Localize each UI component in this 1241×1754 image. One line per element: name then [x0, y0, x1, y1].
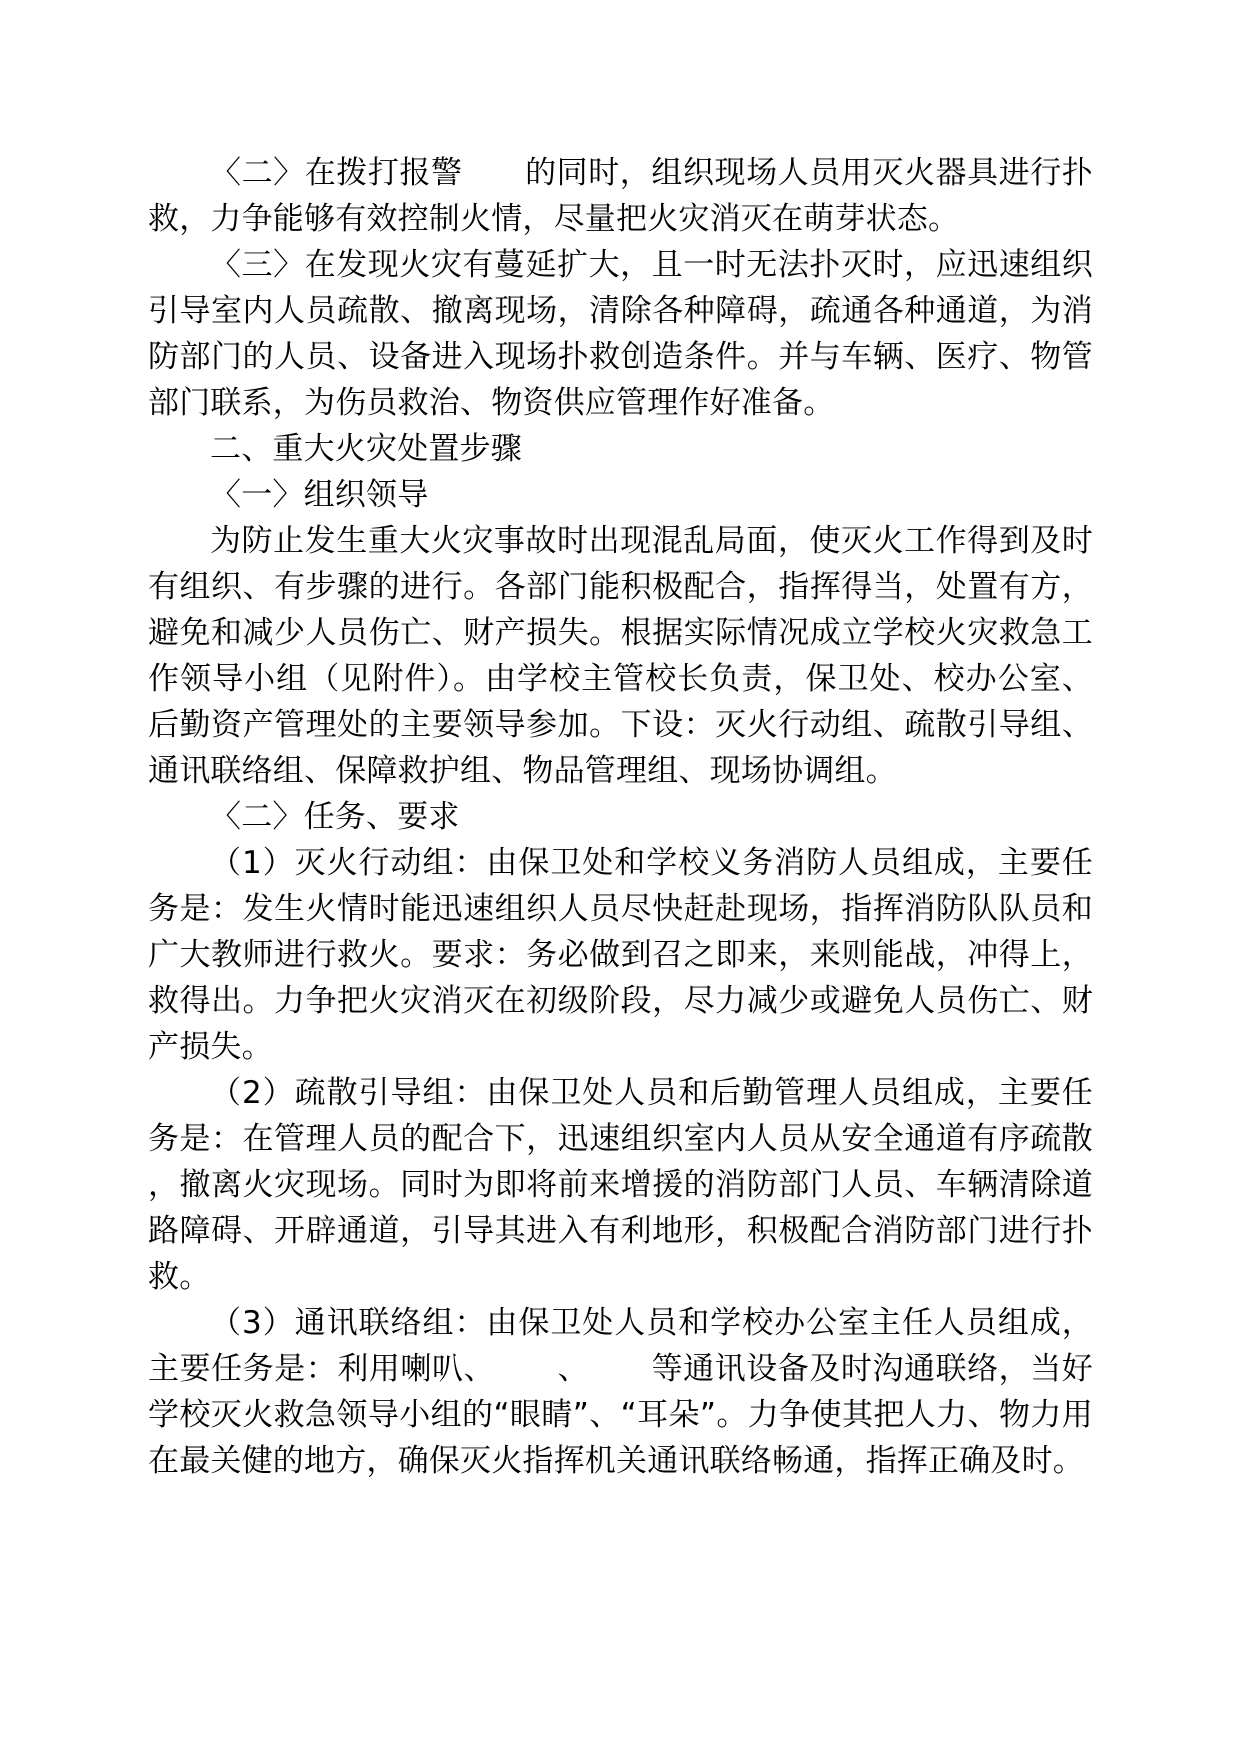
section-heading-major-fire: 二、重大火灾处置步骤	[210, 431, 522, 467]
paragraph-firefighting-group: （1）灭火行动组：由保卫处和学校义务消防人员组成，主要任务是：发生火情时能迅速组织人员尽快赶赴现场，指挥消防队队员和广大教师进行救火。要求：务必做到召之即来，来则能战，冲得上，救得出。力争把火灾消灭在初级阶段，尽力减少或避免人员伤亡、财产损失。	[148, 845, 1093, 1065]
paragraph-evacuation-group: （2）疏散引导组：由保卫处人员和后勤管理人员组成，主要任务是：在管理人员的配合下，迅速组织室内人员从安全通道有序疏散，撤离火灾现场。同时为即将前来增援的消防部门人员、车辆清除道路障碍、开辟通道，引导其进入有利地形，积极配合消防部门进行扑救。	[148, 1075, 1093, 1295]
paragraph-evacuation: 〈三〉在发现火灾有蔓延扩大，且一时无法扑灭时，应迅速组织引导室内人员疏散、撤离现场，清除各种障碍，疏通各种通道，为消防部门的人员、设备进入现场扑救创造条件。并与车辆、医疗、物管部门联系，为伤员救治、物资供应管理作好准备。	[148, 247, 1093, 421]
paragraph-communication-group: （3）通讯联络组：由保卫处人员和学校办公室主任人员组成，主要任务是：利用喇叭、 、 等通讯设备及时沟通联络，当好学校灭火救急领导小组的“眼睛”、“耳朵”。力争使其把人力、物力用在最关健的地方，确保灭火指挥机关通讯联络畅通，指挥正确及时。	[148, 1305, 1093, 1479]
subsection-heading-organization: 〈一〉组织领导	[210, 477, 429, 513]
paragraph-fire-fighting: 〈二〉在拨打报警 的同时，组织现场人员用灭火器具进行扑救，力争能够有效控制火情，尽量把火灾消灭在萌芽状态。	[148, 155, 1093, 237]
document-page	[148, 150, 1093, 1484]
subsection-heading-tasks: 〈二〉任务、要求	[210, 799, 460, 835]
paragraph-leadership: 为防止发生重大火灾事故时出现混乱局面，使灭火工作得到及时有组织、有步骤的进行。各部门能积极配合，指挥得当，处置有方，避免和减少人员伤亡、财产损失。根据实际情况成立学校火灾救急工作领导小组（见附件）。由学校主管校长负责，保卫处、校办公室、后勤资产管理处的主要领导参加。下设：灭火行动组、疏散引导组、通讯联络组、保障救护组、物品管理组、现场协调组。	[148, 523, 1093, 789]
